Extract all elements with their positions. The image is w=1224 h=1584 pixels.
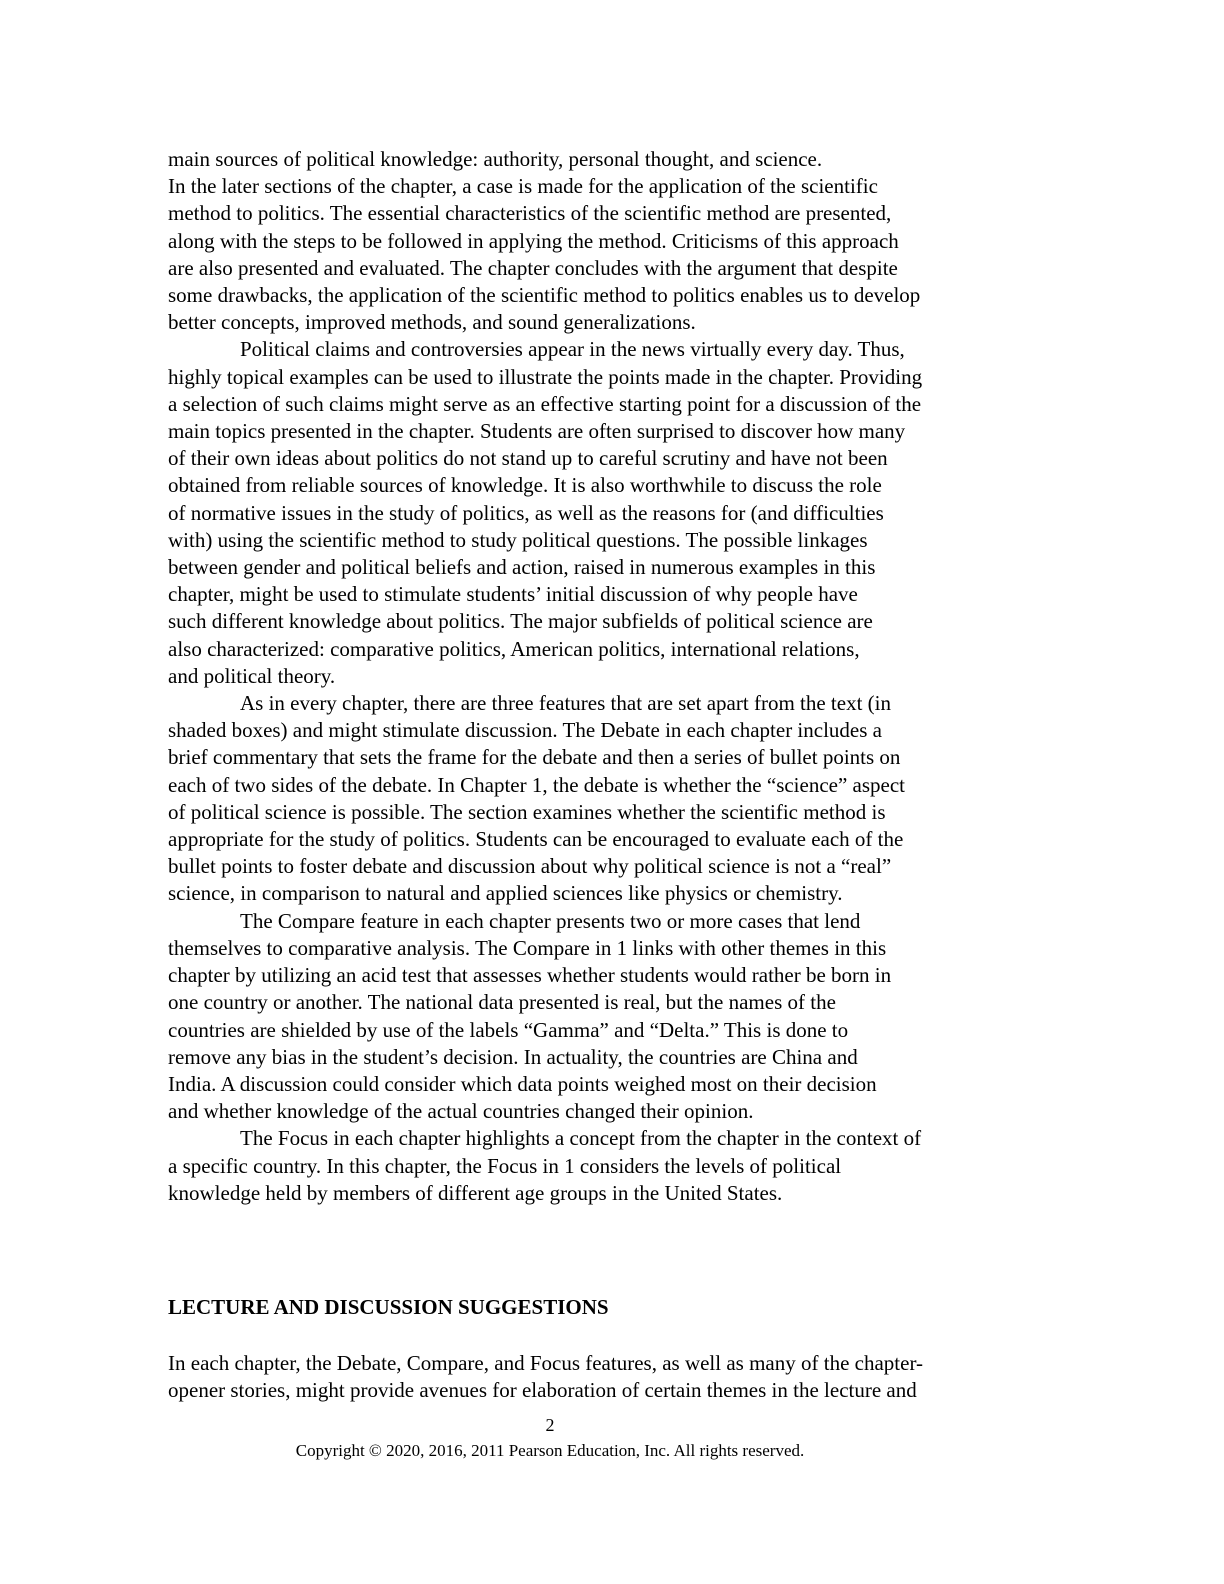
text-line: shaded boxes) and might stimulate discussion. The Debate in each chapter includes a bbox=[168, 718, 882, 743]
text-line: main sources of political knowledge: authority, personal thought, and science. bbox=[168, 147, 823, 171]
text-line: a selection of such claims might serve as an effective starting point for a discussion of the bbox=[168, 391, 922, 416]
text-line: of political science is possible. The section examines whether the scientific method is bbox=[168, 799, 886, 824]
text-line: a specific country. In this chapter, the Focus in 1 considers the levels of political bbox=[168, 1153, 842, 1178]
paragraph bbox=[168, 146, 1048, 173]
text-line: with) using the scientific method to study political questions. The possible linkages bbox=[168, 527, 868, 552]
text-line: appropriate for the study of politics. Students can be encouraged to evaluate each of the bbox=[168, 827, 904, 852]
text-line: also characterized: comparative politics, American politics, international relations, bbox=[168, 636, 860, 661]
text-line: bullet points to foster debate and discussion about why political science is not a “real” bbox=[168, 854, 892, 879]
text-line: and whether knowledge of the actual countries changed their opinion. bbox=[168, 1099, 754, 1124]
paragraph bbox=[168, 690, 1048, 908]
text-line: The Compare feature in each chapter presents two or more cases that lend bbox=[240, 908, 861, 933]
text-line: method to politics. The essential characteristics of the scientific method are presented, bbox=[168, 201, 892, 226]
text-line: Political claims and controversies appear in the news virtually every day. Thus, bbox=[240, 337, 905, 362]
text-line: one country or another. The national data presented is real, but the names of the bbox=[168, 990, 836, 1015]
text-line: some drawbacks, the application of the scientific method to politics enables us to develop bbox=[168, 283, 921, 308]
text-line: remove any bias in the student’s decision. In actuality, the countries are China and bbox=[168, 1044, 858, 1069]
text-line: of their own ideas about politics do not stand up to careful scrutiny and have not been bbox=[168, 446, 888, 471]
copyright-notice: Copyright © 2020, 2016, 2011 Pearson Education, Inc. All rights reserved. bbox=[295, 1441, 805, 1460]
text-line: countries are shielded by use of the labels “Gamma” and “Delta.” This is done to bbox=[168, 1017, 849, 1042]
text-line: As in every chapter, there are three features that are set apart from the text (in bbox=[240, 691, 891, 716]
page-number: 2 bbox=[545, 1415, 555, 1435]
text-line: In the later sections of the chapter, a case is made for the application of the scientific bbox=[168, 174, 878, 199]
text-line: of normative issues in the study of politics, as well as the reasons for (and difficulties bbox=[168, 500, 884, 525]
text-line: better concepts, improved methods, and sound generalizations. bbox=[168, 310, 696, 335]
text-line: highly topical examples can be used to illustrate the points made in the chapter. Providing bbox=[168, 364, 923, 389]
text-line: knowledge held by members of different age groups in the United States. bbox=[168, 1180, 783, 1205]
text-line: chapter, might be used to stimulate students’ initial discussion of why people have bbox=[168, 582, 858, 607]
text-line: India. A discussion could consider which data points weighed most on their decision bbox=[168, 1071, 877, 1096]
text-line: themselves to comparative analysis. The Compare in 1 links with other themes in this bbox=[168, 935, 887, 960]
text-line: along with the steps to be followed in applying the method. Criticisms of this approach bbox=[168, 228, 899, 253]
text-line: between gender and political beliefs and action, raised in numerous examples in this bbox=[168, 555, 876, 580]
text-line: science, in comparison to natural and applied sciences like physics or chemistry. bbox=[168, 881, 843, 906]
section-body bbox=[168, 1350, 1048, 1404]
document-body bbox=[168, 146, 1048, 1207]
paragraph bbox=[168, 1125, 1048, 1207]
text-line: The Focus in each chapter highlights a concept from the chapter in the context of bbox=[240, 1126, 922, 1151]
text-line: such different knowledge about politics. The major subfields of political science are bbox=[168, 609, 873, 634]
text-line: obtained from reliable sources of knowledge. It is also worthwhile to discuss the role bbox=[168, 473, 882, 498]
text-line: and political theory. bbox=[168, 663, 336, 688]
paragraph bbox=[168, 908, 1048, 1126]
text-line: each of two sides of the debate. In Chapter 1, the debate is whether the “science” aspect bbox=[168, 772, 906, 797]
section-heading: LECTURE AND DISCUSSION SUGGESTIONS bbox=[168, 1295, 609, 1319]
paragraph bbox=[168, 336, 1048, 690]
paragraph bbox=[168, 173, 1048, 336]
text-line: chapter by utilizing an acid test that assesses whether students would rather be born in bbox=[168, 963, 892, 988]
text-line: In each chapter, the Debate, Compare, and Focus features, as well as many of the chapter- bbox=[168, 1351, 924, 1375]
text-line: brief commentary that sets the frame for the debate and then a series of bullet points on bbox=[168, 745, 901, 770]
text-line: main topics presented in the chapter. Students are often surprised to discover how many bbox=[168, 419, 906, 444]
text-line: opener stories, might provide avenues for elaboration of certain themes in the lecture and bbox=[168, 1378, 917, 1403]
text-line: are also presented and evaluated. The chapter concludes with the argument that despite bbox=[168, 255, 898, 280]
